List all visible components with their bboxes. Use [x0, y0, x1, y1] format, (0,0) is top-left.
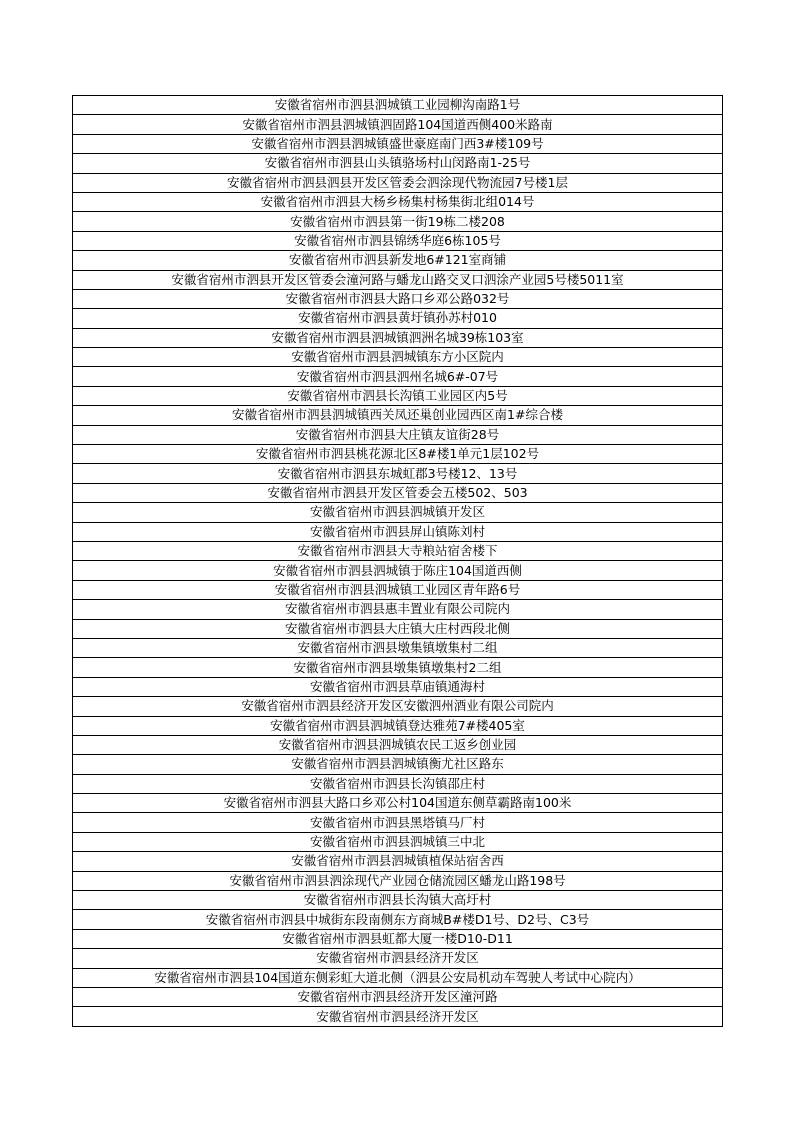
table-row — [73, 251, 723, 270]
table-row — [73, 832, 723, 851]
table-row — [73, 503, 723, 522]
table-row — [73, 852, 723, 871]
table-row — [73, 173, 723, 192]
table-row — [73, 949, 723, 968]
table-row — [73, 813, 723, 832]
address-cell: 安徽省宿州市泗县泗城镇植保站宿舍西 — [73, 852, 723, 871]
table-row — [73, 115, 723, 134]
table-row — [73, 794, 723, 813]
table-row — [73, 968, 723, 987]
table-row — [73, 192, 723, 211]
table-row — [73, 154, 723, 173]
address-cell: 安徽省宿州市泗县第一街19栋二楼208 — [73, 212, 723, 231]
address-cell: 安徽省宿州市泗县104国道东侧彩虹大道北侧（泗县公安局机动车驾驶人考试中心院内） — [73, 968, 723, 987]
table-row — [73, 774, 723, 793]
table-row — [73, 464, 723, 483]
table-row — [73, 483, 723, 502]
table-row — [73, 755, 723, 774]
address-cell: 安徽省宿州市泗县经济开发区安徽泗州酒业有限公司院内 — [73, 697, 723, 716]
address-cell: 安徽省宿州市泗县桃花源北区8#楼1单元1层102号 — [73, 445, 723, 464]
table-row — [73, 619, 723, 638]
address-cell: 安徽省宿州市泗县虹都大厦一楼D10-D11 — [73, 929, 723, 948]
address-cell: 安徽省宿州市泗县东城虹郡3号楼12、13号 — [73, 464, 723, 483]
table-row — [73, 367, 723, 386]
table-row — [73, 212, 723, 231]
table-row — [73, 561, 723, 580]
address-cell: 安徽省宿州市泗县经济开发区 — [73, 949, 723, 968]
address-cell: 安徽省宿州市泗县开发区管委会潼河路与蟠龙山路交叉口泗涂产业园5号楼5011室 — [73, 270, 723, 289]
address-cell: 安徽省宿州市泗县泗城镇工业园柳沟南路1号 — [73, 96, 723, 115]
address-cell: 安徽省宿州市泗县泗城镇衡尤社区路东 — [73, 755, 723, 774]
table-row — [73, 270, 723, 289]
address-cell: 安徽省宿州市泗县长沟镇邵庄村 — [73, 774, 723, 793]
address-cell: 安徽省宿州市泗县泗城镇泗洲名城39栋103室 — [73, 328, 723, 347]
table-row — [73, 541, 723, 560]
table-row — [73, 580, 723, 599]
address-cell: 安徽省宿州市泗县泗城镇登达雅苑7#楼405室 — [73, 716, 723, 735]
address-cell: 安徽省宿州市泗县黄圩镇孙苏村010 — [73, 309, 723, 328]
address-cell: 安徽省宿州市泗县长沟镇工业园区内5号 — [73, 386, 723, 405]
address-cell: 安徽省宿州市泗县泗城镇三中北 — [73, 832, 723, 851]
table-row — [73, 425, 723, 444]
address-cell: 安徽省宿州市泗县泗城镇泗固路104国道西侧400米路南 — [73, 115, 723, 134]
table-row — [73, 600, 723, 619]
address-cell: 安徽省宿州市泗县锦绣华庭6栋105号 — [73, 231, 723, 250]
address-cell: 安徽省宿州市泗县新发地6#121室商铺 — [73, 251, 723, 270]
address-cell: 安徽省宿州市泗县黑塔镇马厂村 — [73, 813, 723, 832]
address-cell: 安徽省宿州市泗县泗城镇于陈庄104国道西侧 — [73, 561, 723, 580]
address-cell: 安徽省宿州市泗县泗城镇盛世豪庭南门西3#楼109号 — [73, 134, 723, 153]
address-cell: 安徽省宿州市泗县屏山镇陈刘村 — [73, 522, 723, 541]
address-table — [72, 95, 723, 1027]
table-row — [73, 96, 723, 115]
table-row — [73, 328, 723, 347]
address-cell: 安徽省宿州市泗县墩集镇墩集村2二组 — [73, 658, 723, 677]
table-row — [73, 735, 723, 754]
address-cell: 安徽省宿州市泗县泗涂现代产业园仓储流园区蟠龙山路198号 — [73, 871, 723, 890]
address-table-body — [73, 96, 723, 1027]
table-row — [73, 910, 723, 929]
address-cell: 安徽省宿州市泗县大庄镇大庄村西段北侧 — [73, 619, 723, 638]
table-row — [73, 929, 723, 948]
address-cell: 安徽省宿州市泗县大庄镇友谊街28号 — [73, 425, 723, 444]
address-cell: 安徽省宿州市泗县山头镇骆场村山闵路南1-25号 — [73, 154, 723, 173]
table-row — [73, 658, 723, 677]
table-row — [73, 289, 723, 308]
address-cell: 安徽省宿州市泗县长沟镇大高圩村 — [73, 891, 723, 910]
address-cell: 安徽省宿州市泗县中城街东段南侧东方商城B#楼D1号、D2号、C3号 — [73, 910, 723, 929]
table-row — [73, 987, 723, 1006]
table-row — [73, 677, 723, 696]
address-cell: 安徽省宿州市泗县泗州名城6#-07号 — [73, 367, 723, 386]
address-cell: 安徽省宿州市泗县泗城镇西关凤还巢创业园西区南1#综合楼 — [73, 406, 723, 425]
table-row — [73, 386, 723, 405]
table-row — [73, 638, 723, 657]
address-cell: 安徽省宿州市泗县经济开发区潼河路 — [73, 987, 723, 1006]
table-row — [73, 406, 723, 425]
table-row — [73, 522, 723, 541]
table-row — [73, 445, 723, 464]
address-cell: 安徽省宿州市泗县草庙镇通海村 — [73, 677, 723, 696]
table-row — [73, 348, 723, 367]
table-row — [73, 716, 723, 735]
address-cell: 安徽省宿州市泗县大杨乡杨集村杨集街北组014号 — [73, 192, 723, 211]
address-cell: 安徽省宿州市泗县墩集镇墩集村二组 — [73, 638, 723, 657]
address-cell: 安徽省宿州市泗县大寺粮站宿舍楼下 — [73, 541, 723, 560]
table-row — [73, 891, 723, 910]
address-cell: 安徽省宿州市泗县开发区管委会五楼502、503 — [73, 483, 723, 502]
table-row — [73, 697, 723, 716]
address-cell: 安徽省宿州市泗县泗县开发区管委会泗涂现代物流园7号楼1层 — [73, 173, 723, 192]
address-cell: 安徽省宿州市泗县大路口乡邓公路032号 — [73, 289, 723, 308]
address-cell: 安徽省宿州市泗县泗城镇东方小区院内 — [73, 348, 723, 367]
table-row — [73, 309, 723, 328]
address-cell: 安徽省宿州市泗县经济开发区 — [73, 1007, 723, 1026]
address-cell: 安徽省宿州市泗县泗城镇工业园区青年路6号 — [73, 580, 723, 599]
table-row — [73, 871, 723, 890]
address-cell: 安徽省宿州市泗县惠丰置业有限公司院内 — [73, 600, 723, 619]
table-row — [73, 1007, 723, 1026]
address-cell: 安徽省宿州市泗县泗城镇农民工返乡创业园 — [73, 735, 723, 754]
address-cell: 安徽省宿州市泗县大路口乡邓公村104国道东侧草霸路南100米 — [73, 794, 723, 813]
table-row — [73, 231, 723, 250]
address-cell: 安徽省宿州市泗县泗城镇开发区 — [73, 503, 723, 522]
table-row — [73, 134, 723, 153]
